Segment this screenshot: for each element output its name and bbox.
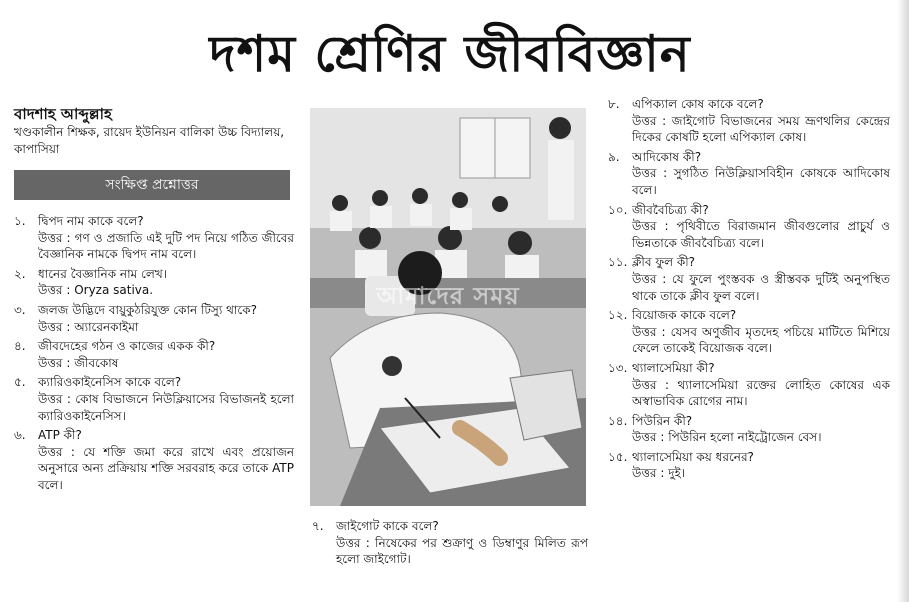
question-text: বিয়োজক কাকে বলে? bbox=[632, 308, 737, 323]
question-number: ১৩. bbox=[608, 360, 628, 375]
qa-column-right bbox=[608, 96, 890, 485]
qa-item bbox=[14, 427, 294, 493]
answer-text: উত্তর : অ্যারেনকাইমা bbox=[38, 319, 139, 334]
question-text: এপিক্যাল কোষ কাকে বলে? bbox=[632, 97, 764, 111]
author-name: বাদশাহ আব্দুল্লাহ bbox=[14, 105, 112, 123]
question-number: ৮. bbox=[608, 97, 620, 111]
answer-text: উত্তর : কোষ বিভাজনে নিউক্লিয়াসের বিভাজনই হলো ক্যারিওকাইনেসিস। bbox=[38, 391, 294, 423]
question-text: ক্লীব ফুল কী? bbox=[632, 255, 696, 270]
question-number: ৪. bbox=[14, 339, 26, 354]
question-text: পিউরিন কী? bbox=[632, 413, 693, 428]
qa-item bbox=[14, 213, 294, 263]
qa-item bbox=[14, 266, 294, 299]
qa-item bbox=[608, 202, 890, 252]
answer-text: উত্তর : দুই। bbox=[632, 466, 686, 481]
answer-text: উত্তর : পিউরিন হলো নাইট্রোজেন বেস। bbox=[632, 430, 822, 445]
qa-item bbox=[608, 360, 890, 410]
question-number: ১১. bbox=[608, 255, 628, 270]
qa-item bbox=[608, 449, 890, 482]
answer-text: উত্তর : যে শক্তি জমা করে রাখে এবং প্রয়োজন অনুসারে অন্য প্রক্রিয়ায় শক্তি সরবরাহ করে তাকে ATP বলে। bbox=[38, 444, 294, 492]
question-text: ক্যারিওকাইনেসিস কাকে বলে? bbox=[38, 375, 182, 390]
question-number: ৫. bbox=[14, 375, 26, 390]
question-text: জাইগোট কাকে বলে? bbox=[336, 519, 439, 533]
question-text: দ্বিপদ নাম কাকে বলে? bbox=[38, 214, 144, 228]
qa-item bbox=[608, 307, 890, 357]
question-text: থ্যালাসেমিয়া কী? bbox=[632, 360, 715, 375]
author-description: খণ্ডকালীন শিক্ষক, রায়েদ ইউনিয়ন বালিকা উচ্চ বিদ্যালয়, কাপাসিয়া bbox=[14, 125, 285, 156]
question-number: ৯. bbox=[608, 149, 620, 164]
question-number: ৭. bbox=[312, 519, 324, 533]
section-banner: সংক্ষিপ্ত প্রশ্নোত্তর bbox=[14, 170, 290, 200]
question-number: ১৪. bbox=[608, 413, 628, 428]
question-number: ৬. bbox=[14, 428, 26, 443]
qa-item bbox=[608, 413, 890, 446]
question-text: আদিকোষ কী? bbox=[632, 149, 702, 164]
qa-item bbox=[312, 518, 588, 568]
answer-text: উত্তর : যেসব অণুজীব মৃতদেহ পচিয়ে মাটিতে মিশিয়ে ফেলে তাকেই বিয়োজক বলে। bbox=[632, 324, 890, 356]
answer-text: উত্তর : যে ফুলে পুংস্তবক ও স্ত্রীস্তবক দুটিই অনুপস্থিত থাকে তাকে ক্লীব ফুল বলে। bbox=[632, 271, 890, 303]
answer-text: উত্তর : Oryza sativa. bbox=[38, 283, 154, 298]
answer-text: উত্তর : জাইগোট বিভাজনের সময় ভ্রূণথলির কেন্দ্রের দিকের কোষটি হলো এপিক্যাল কোষ। bbox=[632, 113, 890, 145]
page-title: দশম শ্রেণির জীববিজ্ঞান bbox=[209, 24, 691, 83]
page-edge-shadow bbox=[897, 0, 909, 602]
question-text: ATP কী? bbox=[38, 428, 82, 443]
question-number: ১০. bbox=[608, 202, 628, 217]
qa-item bbox=[608, 254, 890, 304]
qa-column-left bbox=[14, 213, 294, 497]
question-number: ১. bbox=[14, 214, 26, 228]
question-text: জীবদেহের গঠন ও কাজের একক কী? bbox=[38, 339, 216, 354]
answer-text: উত্তর : গণ ও প্রজাতি এই দুটি পদ নিয়ে গঠিত জীবের বৈজ্ঞানিক নামকে দ্বিপদ নাম বলে। bbox=[38, 230, 294, 262]
question-number: ২. bbox=[14, 266, 26, 281]
photo-watermark: আমাদের সময় bbox=[376, 282, 520, 310]
answer-text: উত্তর : থ্যালাসেমিয়া রক্তের লোহিত কোষের এক অস্বাভাবিক রোগের নাম। bbox=[632, 377, 890, 409]
qa-item bbox=[608, 149, 890, 199]
question-number: ১৫. bbox=[608, 449, 628, 464]
qa-item bbox=[14, 374, 294, 424]
question-number: ১২. bbox=[608, 308, 628, 323]
qa-column-middle bbox=[312, 518, 588, 571]
question-text: থ্যালাসেমিয়া কয় ধরনের? bbox=[632, 449, 754, 464]
question-text: ধানের বৈজ্ঞানিক নাম লেখ। bbox=[38, 266, 168, 281]
answer-text: উত্তর : জীবকোষ bbox=[38, 355, 119, 370]
qa-item bbox=[14, 338, 294, 371]
answer-text: উত্তর : সুগঠিত নিউক্লিয়াসবিহীন কোষকে আদিকোষ বলে। bbox=[632, 166, 890, 197]
answer-text: উত্তর : পৃথিবীতে বিরাজমান জীবগুলোর প্রাচুর্য ও ভিন্নতাকে জীববৈচিত্র্য বলে। bbox=[632, 219, 890, 250]
author-block bbox=[14, 104, 294, 158]
qa-item bbox=[608, 96, 890, 146]
answer-text: উত্তর : নিষেকের পর শুক্রাণু ও ডিম্বাণুর মিলিত রূপ হলো জাইগোট। bbox=[336, 535, 588, 567]
question-text: জলজ উদ্ভিদে বায়ুকুঠরিযুক্ত কোন টিস্যু থাকে? bbox=[38, 302, 257, 317]
question-number: ৩. bbox=[14, 302, 26, 317]
qa-item bbox=[14, 302, 294, 335]
exam-hall-photo bbox=[310, 108, 586, 506]
question-text: জীববৈচিত্র্য কী? bbox=[632, 202, 709, 217]
